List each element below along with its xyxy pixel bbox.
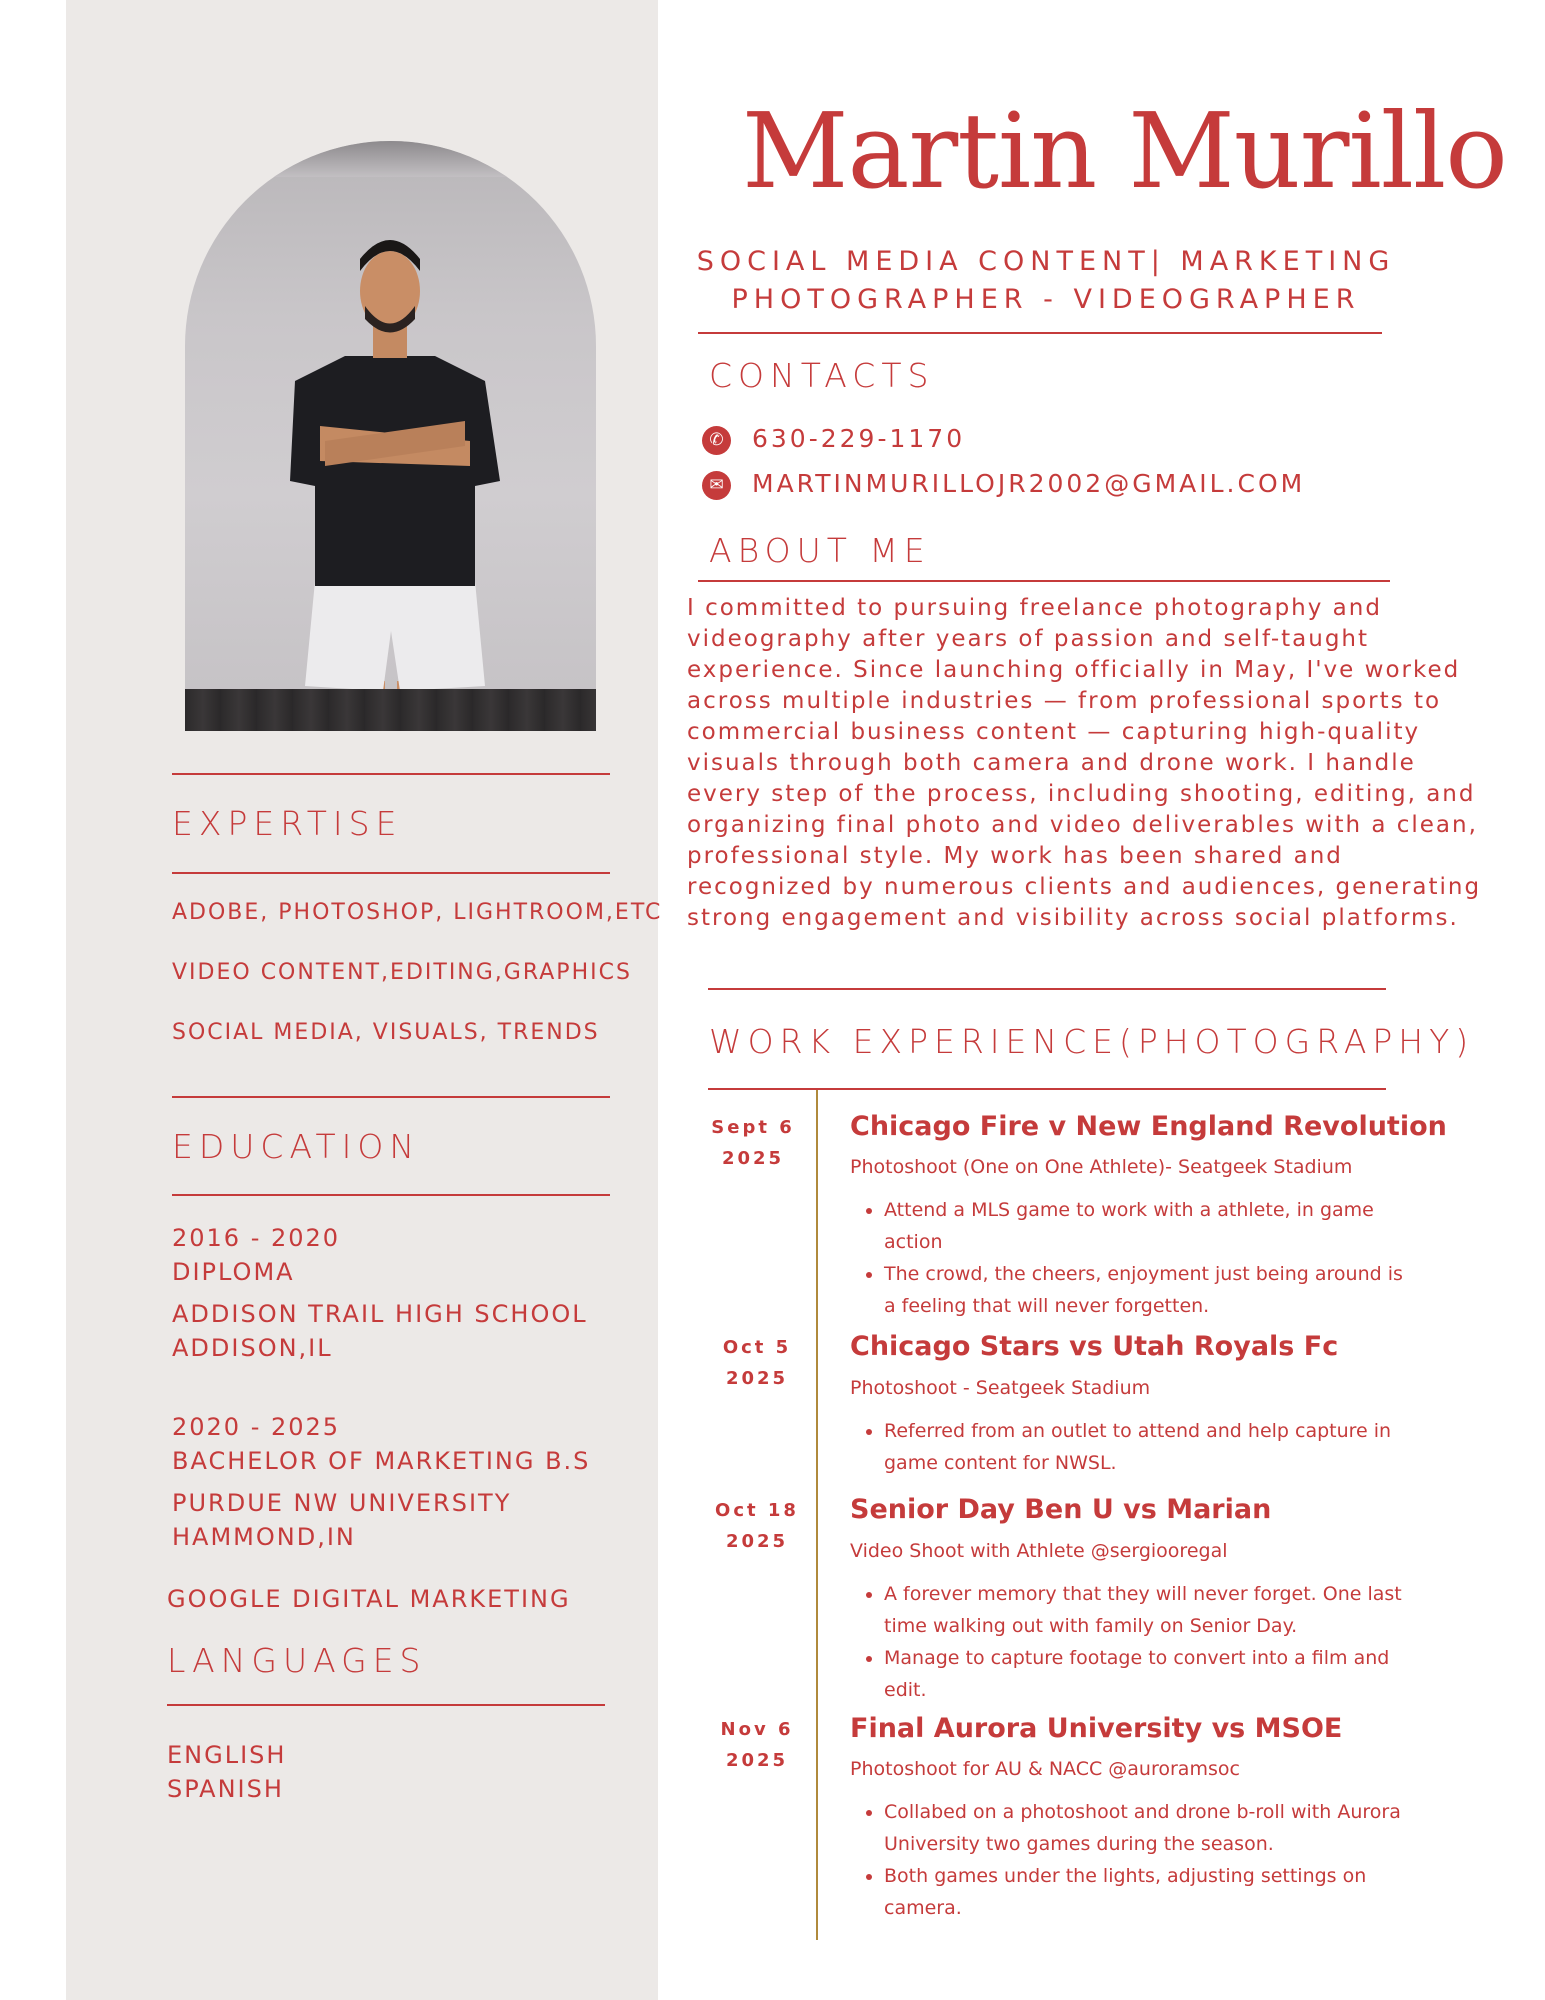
about-text: I committed to pursuing freelance photography and videography after years of passion and self-taught experience. Since launching officially in May, I've worked across multiple industries — from professional sports to commercial business content — capturing high-quality visuals through both camera and drone work. I handle every step of the process, including shooting, editing, and organizing final photo and video deliverables with a clean, professional style. My work has been shared and recognized by numerous clients and audiences, generating strong engagement and visibility across social platforms. bbox=[687, 595, 1482, 931]
contacts-heading: CONTACTS bbox=[709, 356, 935, 395]
job-subtitle: Video Shoot with Athlete @sergiooregal bbox=[850, 1540, 1228, 1562]
job-subtitle: Photoshoot - Seatgeek Stadium bbox=[850, 1377, 1151, 1399]
email-address[interactable]: MARTINMURILLOJR2002@GMAIL.COM bbox=[752, 469, 1306, 498]
expertise-item: SOCIAL MEDIA, VISUALS, TRENDS bbox=[172, 1020, 600, 1045]
list-item: • Attend a MLS game to work with a athlete, in game action bbox=[884, 1194, 1410, 1258]
list-item: • Manage to capture footage to convert into a film and edit. bbox=[884, 1642, 1410, 1706]
job-bullets bbox=[850, 1796, 1410, 1924]
job-bullets bbox=[850, 1194, 1410, 1322]
role-line: SOCIAL MEDIA CONTENT| MARKETING bbox=[696, 246, 1396, 277]
language-item: ENGLISH bbox=[167, 1741, 287, 1769]
list-item: • The crowd, the cheers, enjoyment just being around is a feeling that will never forgetten. bbox=[884, 1258, 1410, 1322]
job-title: Chicago Stars vs Utah Royals Fc bbox=[850, 1331, 1339, 1362]
language-item: SPANISH bbox=[167, 1775, 284, 1803]
timeline-line bbox=[816, 1090, 818, 1940]
job-subtitle: Photoshoot (One on One Athlete)- Seatgeek Stadium bbox=[850, 1156, 1353, 1178]
page-title: Martin Murillo bbox=[742, 90, 1507, 212]
job-title: Final Aurora University vs MSOE bbox=[850, 1713, 1343, 1744]
about-heading: ABOUT ME bbox=[709, 531, 931, 570]
education-years: 2020 - 2025 bbox=[172, 1413, 341, 1441]
job-date: Sept 6 2025 bbox=[711, 1117, 795, 1169]
phone-icon: ✆ bbox=[702, 426, 731, 455]
role-line: PHOTOGRAPHER - VIDEOGRAPHER bbox=[731, 284, 1361, 315]
education-school: PURDUE NW UNIVERSITY bbox=[172, 1489, 512, 1517]
divider bbox=[698, 580, 1390, 582]
divider bbox=[708, 1088, 1386, 1090]
job-title: Senior Day Ben U vs Marian bbox=[850, 1494, 1272, 1525]
list-item: • Referred from an outlet to attend and help capture in game content for NWSL. bbox=[884, 1415, 1410, 1479]
job-date: Nov 6 2025 bbox=[720, 1719, 794, 1771]
divider bbox=[172, 1096, 610, 1098]
expertise-heading: EXPERTISE bbox=[172, 804, 403, 843]
list-item: • A forever memory that they will never forget. One last time walking out with family on Senior Day. bbox=[884, 1578, 1410, 1642]
job-title: Chicago Fire v New England Revolution bbox=[850, 1111, 1447, 1142]
list-item: • Collabed on a photoshoot and drone b-roll with Aurora University two games during the season. bbox=[884, 1796, 1410, 1860]
education-degree: BACHELOR OF MARKETING B.S bbox=[172, 1447, 591, 1475]
person-figure bbox=[185, 141, 596, 731]
divider bbox=[698, 332, 1382, 334]
job-bullets bbox=[850, 1415, 1410, 1479]
job-subtitle: Photoshoot for AU & NACC @auroramsoc bbox=[850, 1758, 1240, 1780]
education-school: ADDISON TRAIL HIGH SCHOOL bbox=[172, 1300, 588, 1328]
divider bbox=[167, 1704, 605, 1706]
profile-photo bbox=[185, 141, 596, 731]
divider bbox=[708, 988, 1386, 990]
education-degree: DIPLOMA bbox=[172, 1258, 295, 1286]
languages-heading: LANGUAGES bbox=[167, 1641, 427, 1680]
photo-floor bbox=[185, 689, 596, 731]
divider bbox=[172, 1194, 610, 1196]
education-heading: EDUCATION bbox=[172, 1127, 421, 1166]
job-date: Oct 5 2025 bbox=[722, 1337, 792, 1389]
job-date: Oct 18 2025 bbox=[715, 1500, 799, 1552]
phone-number[interactable]: 630-229-1170 bbox=[752, 424, 966, 453]
education-location: ADDISON,IL bbox=[172, 1334, 333, 1362]
expertise-item: ADOBE, PHOTOSHOP, LIGHTROOM,ETC bbox=[172, 900, 663, 925]
expertise-item: VIDEO CONTENT,EDITING,GRAPHICS bbox=[172, 960, 632, 985]
work-heading: WORK EXPERIENCE(PHOTOGRAPHY) bbox=[709, 1022, 1475, 1061]
education-years: 2016 - 2020 bbox=[172, 1224, 341, 1252]
list-item: • Both games under the lights, adjusting settings on camera. bbox=[884, 1860, 1410, 1924]
divider bbox=[172, 773, 610, 775]
job-bullets bbox=[850, 1578, 1410, 1706]
mail-icon: ✉ bbox=[702, 471, 731, 500]
divider bbox=[172, 872, 610, 874]
education-location: HAMMOND,IN bbox=[172, 1523, 356, 1551]
education-extra: GOOGLE DIGITAL MARKETING bbox=[167, 1585, 571, 1613]
